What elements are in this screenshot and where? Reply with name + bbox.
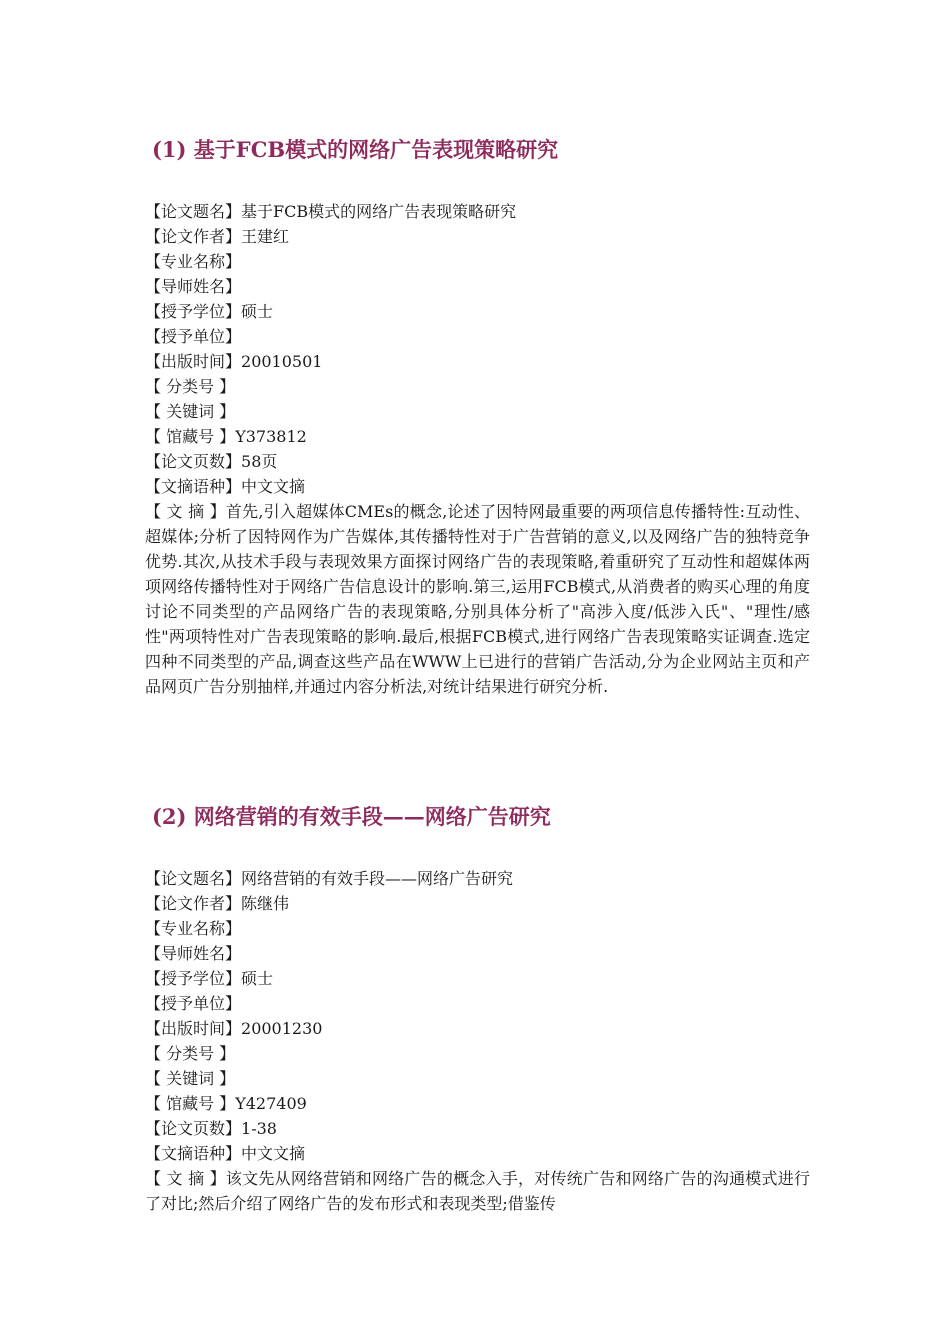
field-label: 【出版时间】 <box>145 1019 242 1038</box>
field-label: 【专业名称】 <box>145 919 242 938</box>
field-label: 【专业名称】 <box>145 252 242 271</box>
field-institution <box>145 991 810 1016</box>
field-value: 20001230 <box>241 1019 323 1038</box>
field-label: 【论文页数】 <box>145 452 242 471</box>
field-value: 58页 <box>241 452 278 471</box>
field-label: 【论文作者】 <box>145 894 242 913</box>
field-keywords <box>145 1066 810 1091</box>
field-major <box>145 249 810 274</box>
field-pub-date <box>145 1016 810 1041</box>
field-title <box>145 199 810 224</box>
field-pages <box>145 449 810 474</box>
paper-abstract <box>145 499 810 699</box>
field-major <box>145 916 810 941</box>
field-label: 【论文题名】 <box>145 202 242 221</box>
field-author <box>145 224 810 249</box>
field-label: 【授予学位】 <box>145 969 242 988</box>
field-call-number <box>145 424 810 449</box>
abstract-text: 首先,引入超媒体CMEs的概念,论述了因特网最重要的两项信息传播特性:互动性、超媒体;分析了因特网作为广告媒体,其传播特性对于广告营销的意义,以及网络广告的独特竞争优势.其次,从技术手段与表现效果方面探讨网络广告的表现策略,着重研究了互动性和超媒体两项网络传播特性对于网络广告信息设计的影响.第三,运用FCB模式,从消费者的购买心理的角度讨论不同类型的产品网络广告的表现策略,分别具体分析了"高涉入度/低涉入氏"、"理性/感性"两项特性对广告表现策略的影响.最后,根据FCB模式,进行网络广告表现策略实证调查.选定四种不同类型的产品,调查这些产品在WWW上已进行的营销广告活动,分为企业网站主页和产品网页广告分别抽样,并通过内容分析法,对统计结果进行研究分析. <box>145 502 810 696</box>
field-institution <box>145 324 810 349</box>
field-label: 【文摘语种】 <box>145 1144 242 1163</box>
field-label: 【文摘语种】 <box>145 477 242 496</box>
field-value: 1-38 <box>241 1119 277 1138</box>
paper-abstract <box>145 1166 810 1216</box>
field-value: 王建红 <box>241 227 290 246</box>
field-value: 硕士 <box>241 969 274 988</box>
field-value: 20010501 <box>241 352 323 371</box>
field-keywords <box>145 399 810 424</box>
paper-heading: (2) 网络营销的有效手段——网络广告研究 <box>152 804 551 829</box>
field-call-number <box>145 1091 810 1116</box>
field-degree <box>145 966 810 991</box>
paper-fields <box>145 199 810 699</box>
field-label: 【授予单位】 <box>145 994 242 1013</box>
field-value: 中文文摘 <box>241 1144 306 1163</box>
field-classification <box>145 1041 810 1066</box>
field-label: 【导师姓名】 <box>145 944 242 963</box>
field-value: Y427409 <box>235 1094 307 1113</box>
field-label: 【 馆藏号 】 <box>145 427 236 446</box>
field-label: 【 分类号 】 <box>145 1044 236 1063</box>
field-label: 【授予学位】 <box>145 302 242 321</box>
field-pages <box>145 1116 810 1141</box>
field-label: 【出版时间】 <box>145 352 242 371</box>
paper-fields <box>145 866 810 1216</box>
field-label: 【导师姓名】 <box>145 277 242 296</box>
field-label: 【论文页数】 <box>145 1119 242 1138</box>
field-value: 陈继伟 <box>241 894 290 913</box>
field-value: 中文文摘 <box>241 477 306 496</box>
field-advisor <box>145 941 810 966</box>
abstract-text: 该文先从网络营销和网络广告的概念入手，对传统广告和网络广告的沟通模式进行了对比;然后介绍了网络广告的发布形式和表现类型;借鉴传 <box>145 1169 810 1213</box>
field-label: 【 关键词 】 <box>145 1069 236 1088</box>
field-classification <box>145 374 810 399</box>
field-degree <box>145 299 810 324</box>
field-label: 【论文作者】 <box>145 227 242 246</box>
abstract-label: 【 文 摘 】 <box>145 1169 226 1188</box>
field-label: 【论文题名】 <box>145 869 242 888</box>
field-value: 网络营销的有效手段——网络广告研究 <box>241 869 514 888</box>
field-label: 【 馆藏号 】 <box>145 1094 236 1113</box>
paper-entry-2 <box>145 799 810 1216</box>
field-abstract-language <box>145 474 810 499</box>
field-title <box>145 866 810 891</box>
field-label: 【 分类号 】 <box>145 377 236 396</box>
paper-entry-1 <box>145 132 810 699</box>
field-value: 基于FCB模式的网络广告表现策略研究 <box>241 202 517 221</box>
field-abstract-language <box>145 1141 810 1166</box>
field-author <box>145 891 810 916</box>
field-pub-date <box>145 349 810 374</box>
field-advisor <box>145 274 810 299</box>
abstract-label: 【 文 摘 】 <box>145 502 226 521</box>
paper-heading: (1) 基于FCB模式的网络广告表现策略研究 <box>152 137 559 162</box>
field-value: Y373812 <box>235 427 307 446</box>
field-label: 【授予单位】 <box>145 327 242 346</box>
field-value: 硕士 <box>241 302 274 321</box>
field-label: 【 关键词 】 <box>145 402 236 421</box>
